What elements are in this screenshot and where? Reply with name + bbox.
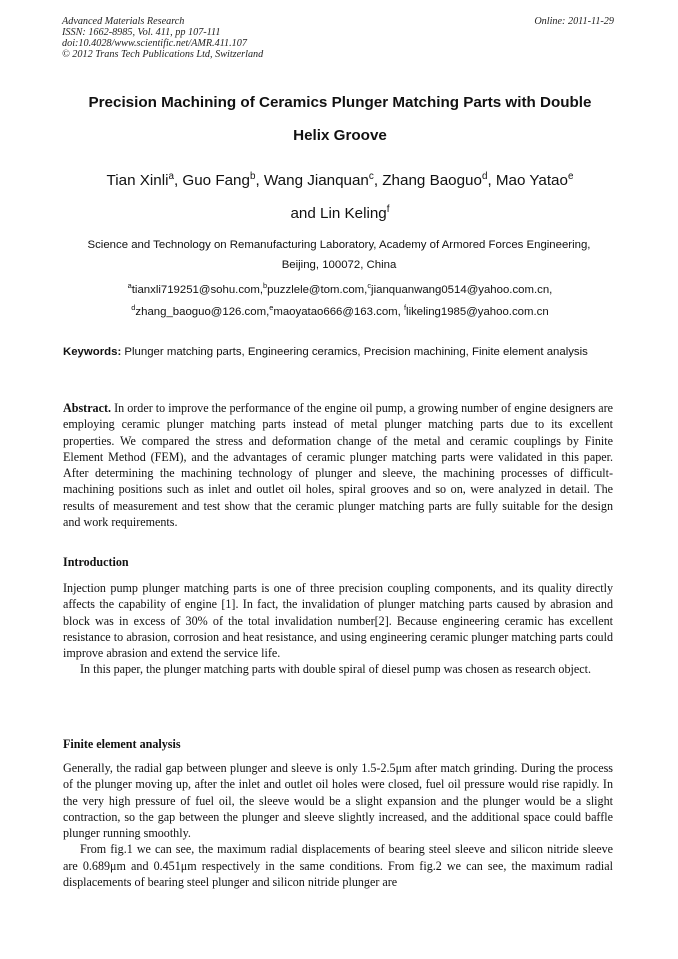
introduction-paragraph-1: Injection pump plunger matching parts is one of three precision coupling components, and its quality directly affects the capability of engine [1]. In fact, the invalidation of plunger matching parts caused by abrasion and block was in excess of 30% of the total invalidation number[2]. Because engineering ceramic has excellent resistance to abrasion, corrosion and heat resistance, and using engineering ceramic plunger matching parts could improve abrasion and extend the service life. <box>63 581 613 661</box>
introduction-paragraph-2: In this paper, the plunger matching parts with double spiral of diesel pump was chosen as research object. <box>80 662 592 677</box>
email-sep: , <box>266 306 270 318</box>
keywords <box>63 343 613 361</box>
copyright-line: © 2012 Trans Tech Publications Ltd, Switzerland <box>62 49 264 60</box>
introduction-body <box>63 580 613 678</box>
author-name: Guo Fang <box>182 172 250 189</box>
introduction-heading: Introduction <box>63 555 129 569</box>
author-name: Mao Yatao <box>495 172 568 189</box>
abstract-label: Abstract. <box>63 401 112 415</box>
author-name: Tian Xinli <box>106 172 169 189</box>
email-mark: a <box>127 281 132 291</box>
email-line-2 <box>60 301 620 323</box>
author-name: Zhang Baoguo <box>382 172 482 189</box>
abstract-text: In order to improve the performance of the engine oil pump, a growing number of engine designers are employing ceramic plunger matching parts instead of metal plunger matching parts due to its excellent properties. We compared the stress and deformation change of the metal and ceramic couplings by Finite Element Method (FEM), and the advantages of ceramic plunger matching parts were validated in this paper. After determining the machining technology of plunger and sleeve, the machining processes of difficult-machining positions such as inlet and outlet oil holes, spiral grooves and so on, were analyzed in detail. The results of measurement and test show that the ceramic plunger matching parts are fully suitable for the design and work requirements. <box>63 401 613 530</box>
email-address[interactable]: tianxli719251@sohu.com <box>131 284 260 296</box>
email-address[interactable]: likeling1985@yahoo.com.cn <box>406 306 549 318</box>
email-sep: , <box>259 284 264 296</box>
author-name: and Lin Keling <box>290 205 387 222</box>
author-line-2 <box>60 197 620 230</box>
fea-body <box>63 760 613 890</box>
email-address[interactable]: zhang_baoguo@126.com <box>135 306 267 318</box>
author-sep: , <box>487 172 496 189</box>
author-list <box>60 164 620 230</box>
keywords-text: Plunger matching parts, Engineering ceramics, Precision machining, Finite element analysis <box>124 346 588 358</box>
email-mark: f <box>403 303 407 313</box>
email-mark: d <box>131 303 136 313</box>
title-line-1: Precision Machining of Ceramics Plunger Matching Parts with Double <box>88 94 592 111</box>
email-mark: c <box>367 281 372 291</box>
author-line-1 <box>60 164 620 197</box>
issn-line: ISSN: 1662-8985, Vol. 411, pp 107-111 <box>62 27 221 38</box>
email-line-1 <box>60 279 620 301</box>
author-sep: , <box>373 172 383 189</box>
journal-name: Advanced Materials Research <box>62 16 185 27</box>
title-line-2: Helix Groove <box>293 127 387 144</box>
author-sep: , <box>173 172 183 189</box>
email-sep: , <box>364 284 368 296</box>
email-address[interactable]: puzzlele@tom.com <box>267 284 365 296</box>
affiliation: Science and Technology on Remanufacturing Laboratory, Academy of Armored Forces Engineering, Beijing, 100072, China <box>87 239 591 271</box>
author-mark: b <box>249 170 256 182</box>
email-mark: b <box>263 281 268 291</box>
author-mark: a <box>168 170 174 182</box>
fea-paragraph-1: Generally, the radial gap between plunger and sleeve is only 1.5-2.5μm after match grinding. During the process of the plunger moving up, after the inlet and outlet oil holes were closed, fuel oil pressure would rise rapidly. In the very high pressure of fuel oil, the sleeve would be a slight expansion and the plunger would be a slight contraction, so the gap between the plunger and sleeve slightly increased, and the additional space could baffle plunger running smoothly. <box>63 761 613 841</box>
author-mark: d <box>481 170 488 182</box>
email-address[interactable]: jianquanwang0514@yahoo.com.cn <box>371 284 550 296</box>
email-list <box>60 279 620 323</box>
abstract <box>63 400 613 530</box>
journal-header <box>62 16 263 60</box>
email-mark: e <box>269 303 274 313</box>
paper-title <box>60 86 620 152</box>
doi-line: doi:10.4028/www.scientific.net/AMR.411.107 <box>62 38 247 49</box>
email-sep: , <box>549 284 553 296</box>
fea-heading: Finite element analysis <box>63 737 181 751</box>
fea-paragraph-2: From fig.1 we can see, the maximum radial displacements of bearing steel sleeve and silicon nitride sleeve are 0.689μm and 0.451μm respectively in the same conditions. From fig.2 we can see, the maximum radial displacements of bearing steel plunger and silicon nitride plunger are <box>63 842 613 890</box>
keywords-label: Keywords: <box>63 346 122 358</box>
author-mark: e <box>567 170 574 182</box>
author-mark: f <box>386 203 390 215</box>
author-mark: c <box>368 170 374 182</box>
author-sep: , <box>255 172 264 189</box>
online-date: Online: 2011-11-29 <box>534 16 614 27</box>
email-address[interactable]: maoyatao666@163.com <box>273 306 398 318</box>
author-name: Wang Jianquan <box>263 172 369 189</box>
email-sep: , <box>397 306 404 318</box>
